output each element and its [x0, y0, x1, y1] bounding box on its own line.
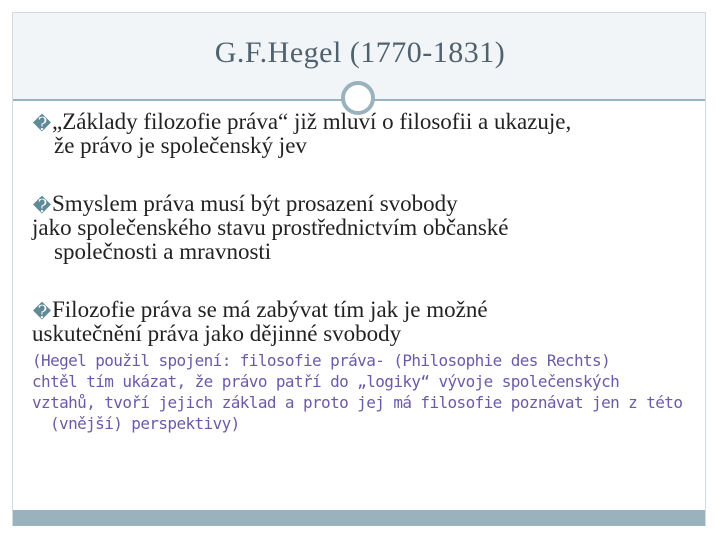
- note-line-1: (Hegel použil spojení: filosofie práva- (Philosophie des Rechts): [32, 351, 611, 370]
- bullet-3-line-1: Filozofie práva se má zabývat tím jak je možné: [52, 297, 488, 322]
- bullet-marker: �: [32, 302, 52, 322]
- bullet-item-1: [32, 110, 692, 158]
- slide-title: G.F.Hegel (1770-1831): [214, 36, 506, 69]
- slide-content: [32, 108, 692, 434]
- bullet-item-3: [32, 298, 692, 346]
- bullet-item-2: [32, 192, 692, 264]
- note-line-2: chtěl tím ukázat, že právo patří do „logiky“ vývoje společenských: [32, 372, 620, 391]
- footer-bar: [13, 510, 705, 526]
- bullet-2-line-2: jako společenského stavu prostřednictvím občanské: [32, 215, 509, 240]
- note-line-3: vztahů, tvoří jejich základ a proto jej má filosofie poznávat jen z této: [32, 393, 683, 412]
- bullet-2-line-1: Smyslem práva musí být prosazení svobody: [52, 191, 458, 216]
- note-line-4: (vnější) perspektivy): [50, 414, 240, 433]
- bullet-marker: �: [32, 196, 52, 216]
- bullet-1-line-1: „Základy filozofie práva“ již mluví o filosofii a ukazuje,: [52, 109, 572, 134]
- bullet-2-line-3: společnosti a mravnosti: [54, 239, 272, 264]
- bullet-marker: �: [32, 114, 52, 134]
- hegel-note: [32, 350, 692, 434]
- bullet-1-line-2: že právo je společenský jev: [54, 133, 307, 158]
- bullet-3-line-2: uskutečnění práva jako dějinné svobody: [32, 321, 402, 346]
